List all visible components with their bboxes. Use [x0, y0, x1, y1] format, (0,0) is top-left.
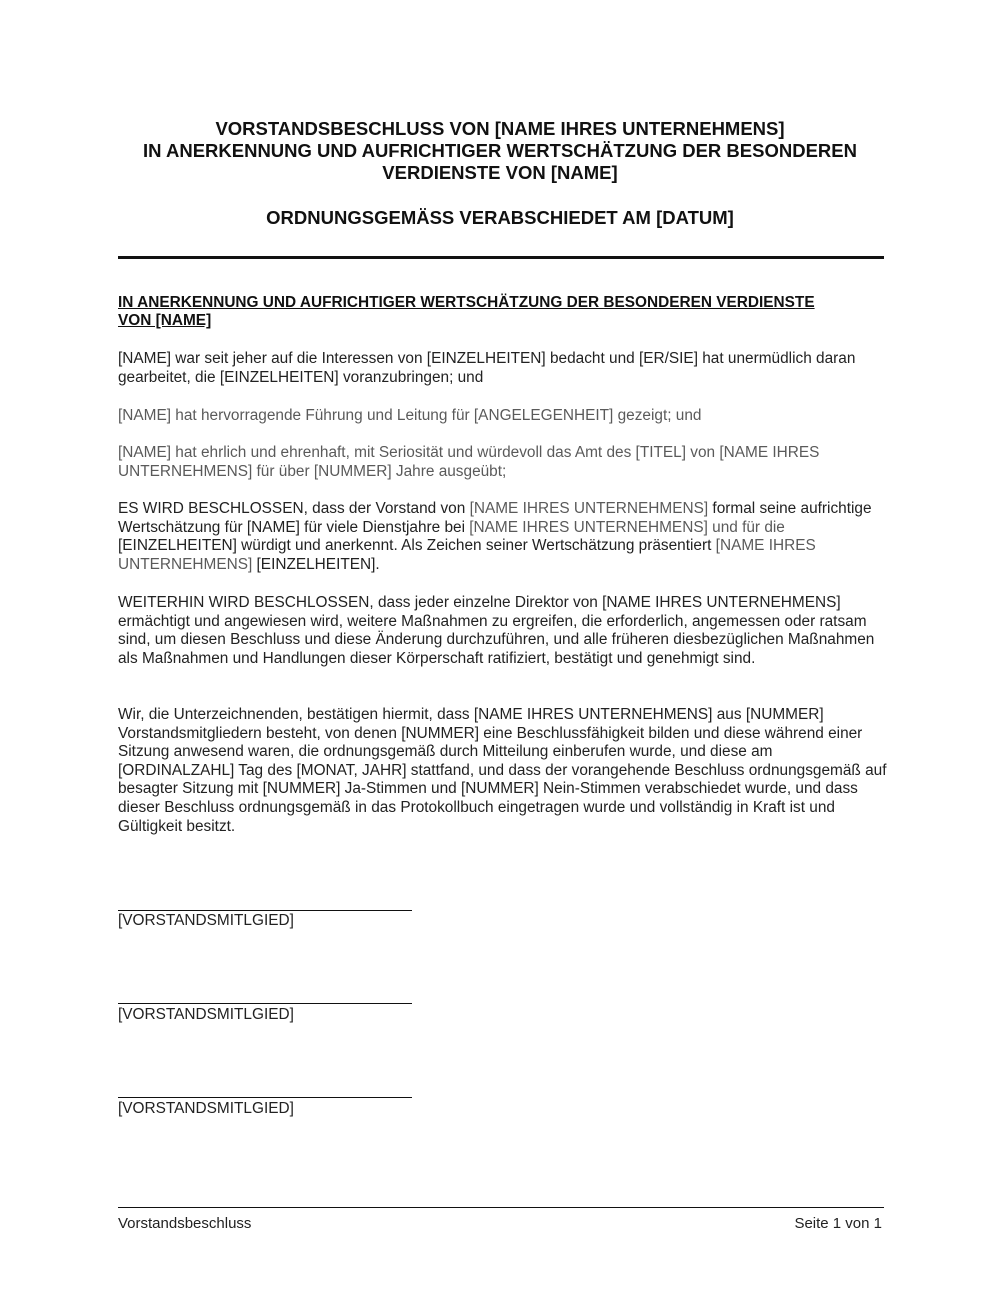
- signature-line-2: [118, 1003, 412, 1004]
- signature-label-2: [VORSTANDSMITLGIED]: [118, 1006, 294, 1023]
- paragraph-5-resolution: WEITERHIN WIRD BESCHLOSSEN, dass jeder einzelne Direktor von [NAME IHRES UNTERNEHMENS] ermächtigt und angewiesen wird, weitere Maßnahmen zu ergreifen, die erforderlich, angemessen oder ratsam sind, um diesen Beschluss und diese Änderung durchzuführen, und alle früheren diesbezüglichen Maßnahmen als Maßnahmen und Handlungen dieser Körperschaft ratifiziert, bestätigt und genehmigt sind.: [118, 594, 875, 667]
- signature-label-1: [VORSTANDSMITLGIED]: [118, 912, 294, 929]
- paragraph-3: [NAME] hat ehrlich und ehrenhaft, mit Seriosität und würdevoll das Amt des [TITEL] von [NAME IHRES UNTERNEHMENS] für über [NUMMER] Jahre ausgeübt;: [118, 444, 820, 480]
- document-title-line-2: IN ANERKENNUNG UND AUFRICHTIGER WERTSCHÄTZUNG DER BESONDEREN: [143, 140, 857, 161]
- signature-label-3: [VORSTANDSMITLGIED]: [118, 1100, 294, 1117]
- p4-placeholder-company-3: [NAME IHRES UNTERNEHMENS]: [118, 537, 816, 573]
- document-subtitle: ORDNUNGSGEMÄSS VERABSCHIEDET AM [DATUM]: [266, 207, 734, 228]
- paragraph-2: [NAME] hat hervorragende Führung und Leitung für [ANGELEGENHEIT] gezeigt; und: [118, 407, 702, 424]
- document-title-line-1: VORSTANDSBESCHLUSS VON [NAME IHRES UNTERNEHMENS]: [215, 118, 785, 139]
- section-heading-line-1: IN ANERKENNUNG UND AUFRICHTIGER WERTSCHÄTZUNG DER BESONDEREN VERDIENSTE: [118, 294, 815, 311]
- footer-divider: [118, 1207, 884, 1208]
- paragraph-4-resolution: [118, 500, 888, 574]
- document-title-line-3: VERDIENSTE VON [NAME]: [382, 162, 618, 183]
- section-heading-line-2: VON [NAME]: [118, 312, 212, 329]
- title-divider: [118, 256, 884, 259]
- signature-line-3: [118, 1097, 412, 1098]
- footer-document-name: Vorstandsbeschluss: [118, 1215, 252, 1232]
- p4-text-3: [EINZELHEITEN] würdigt und anerkennt. Als Zeichen seiner Wertschätzung präsentiert: [118, 537, 716, 555]
- section-heading: [118, 294, 888, 330]
- p4-placeholder-company-2: [NAME IHRES UNTERNEHMENS] und für die: [469, 518, 785, 536]
- p4-text-4: [EINZELHEITEN].: [252, 555, 380, 573]
- p4-text-1: ES WIRD BESCHLOSSEN, dass der Vorstand von: [118, 500, 470, 517]
- footer-page-number: Seite 1 von 1: [794, 1215, 882, 1232]
- p4-placeholder-company-1: [NAME IHRES UNTERNEHMENS]: [469, 500, 709, 517]
- signature-line-1: [118, 910, 412, 911]
- p4-text-2: formal seine aufrichtige Wertschätzung für [NAME] für viele Dienstjahre bei: [118, 500, 872, 536]
- paragraph-1: [NAME] war seit jeher auf die Interessen von [EINZELHEITEN] bedacht und [ER/SIE] hat unermüdlich daran gearbeitet, die [EINZELHEITEN] voranzubringen; und: [118, 350, 856, 386]
- paragraph-6-certification: Wir, die Unterzeichnenden, bestätigen hiermit, dass [NAME IHRES UNTERNEHMENS] aus [NUMMER] Vorstandsmitgliedern besteht, von denen [NUMMER] eine Beschlussfähigkeit bilden und diese während einer Sitzung anwesend waren, die ordnungsgemäß durch Mitteilung einberufen wurde, und diese am [ORDINALZAHL] Tag des [MONAT, JAHR] stattfand, und dass der vorangehende Beschluss ordnungsgemäß auf besagter Sitzung mit [NUMMER] Ja-Stimmen und [NUMMER] Nein-Stimmen verabschiedet wurde, und dass dieser Beschluss ordnungsgemäß in das Protokollbuch eingetragen wurde und vollständig in Kraft ist und Gültigkeit besitzt.: [118, 706, 887, 835]
